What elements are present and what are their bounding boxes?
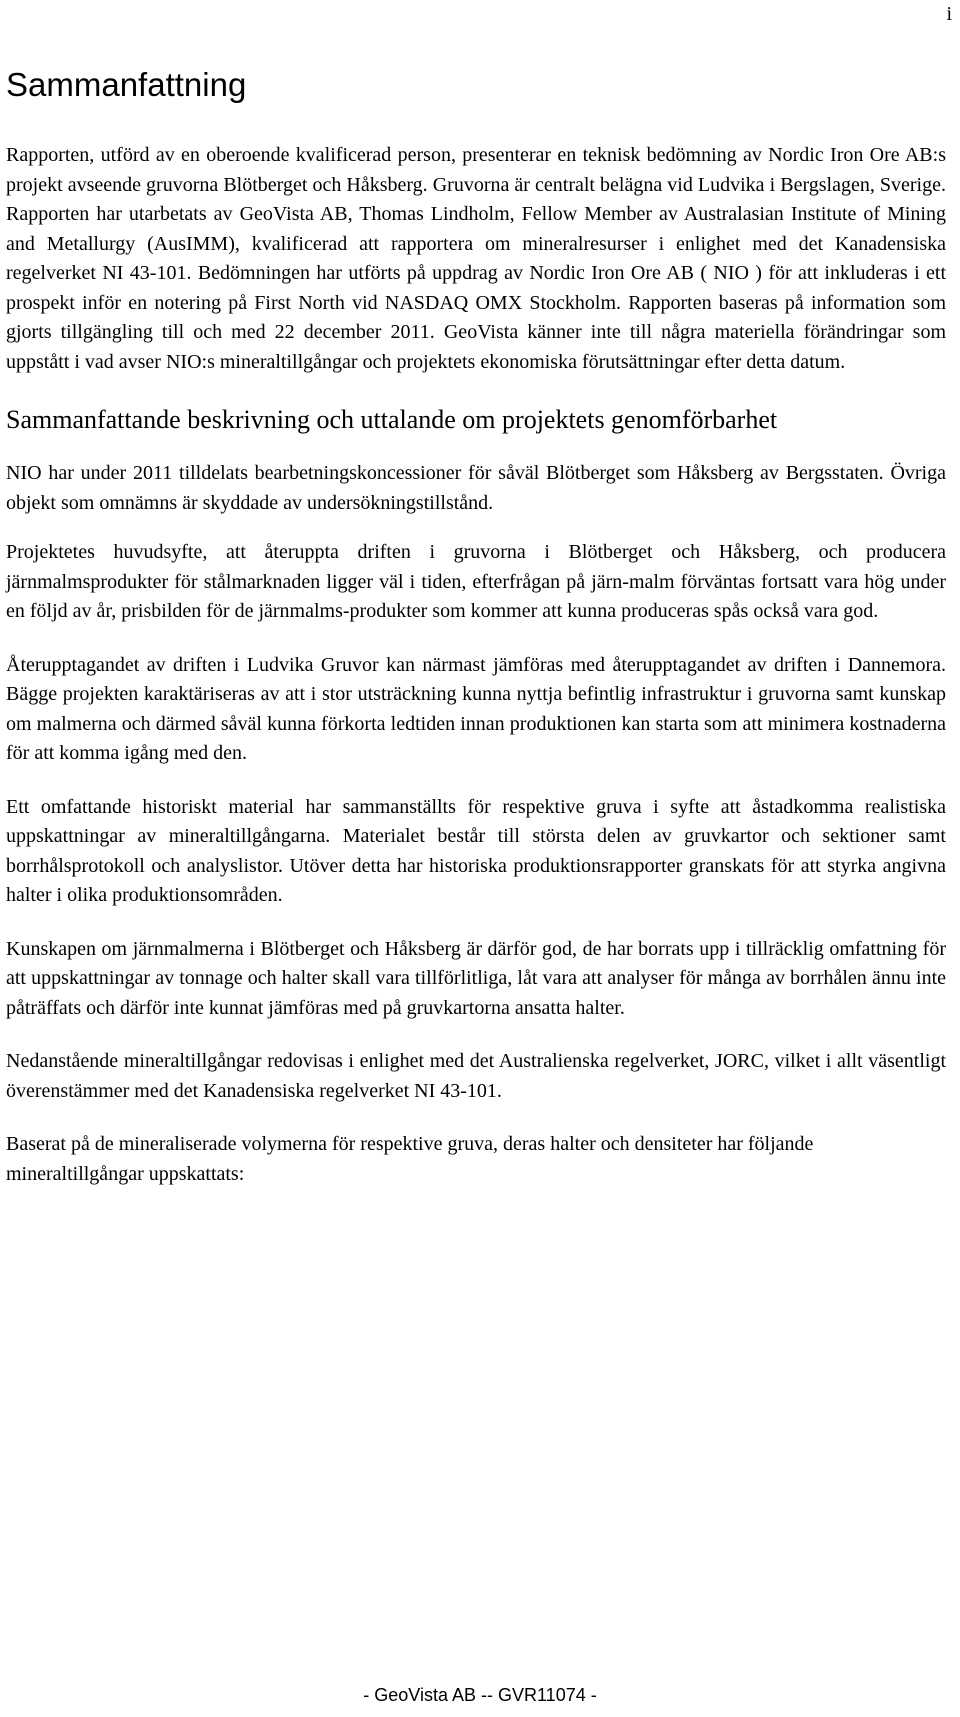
- paragraph-knowledge: Kunskapen om järnmalmerna i Blötberget och Håksberg är därför god, de har borrats upp i tillräcklig omfattning för att uppskattningar av tonnage och halter skall vara tillförlitliga, låt vara att analyser för många av borrhålen ännu inte påträffats och därför inte kunnat jämföras med på gruvkartorna ansatta halter.: [6, 937, 946, 1019]
- document-body: [6, 62, 946, 1213]
- page-number: i: [946, 3, 952, 25]
- page-footer: - GeoVista AB -- GVR11074 -: [363, 1685, 597, 1705]
- paragraph-historical-material: Ett omfattande historiskt material har sammanställts för respektive gruva i syfte att åstadkomma realistiska uppskattningar av mineraltillgångarna. Materialet består till största delen av gruvkartor och sektioner samt borrhålsprotokoll och analyslistor. Utöver detta har historiska produktionsrapporter granskats för att styrka angivna halter i olika produktionsområden.: [6, 795, 946, 906]
- paragraph-project-purpose: Projektetes huvudsyfte, att återuppta driften i gruvorna i Blötberget och Håksberg, och producera järnmalmsprodukter för stålmarknaden ligger väl i tiden, efterfrågan på järn-malm förväntas fortsatt vara hög under en följd av år, prisbilden för de järnmalms-produkter som kommer att kunna produceras spås också vara god.: [6, 541, 946, 622]
- paragraph-jorc: Nedanstående mineraltillgångar redovisas i enlighet med det Australienska regelverket, JORC, vilket i allt väsentligt överenstämmer med det Kanadensiska regelverket NI 43-101.: [6, 1050, 946, 1102]
- page-title: Sammanfattning: [6, 66, 247, 103]
- intro-paragraph: Rapporten, utförd av en oberoende kvalificerad person, presenterar en teknisk bedömning av Nordic Iron Ore AB:s projekt avseende gruvorna Blötberget och Håksberg. Gruvorna är centralt belägna vid Ludvika i Bergslagen, Sverige. Rapporten har utarbetats av GeoVista AB, Thomas Lindholm, Fellow Member av Australasian Institute of Mining and Metallurgy (AusIMM), kvalificerad att rapportera om mineralresurser i enlighet med det Kanadensiska regelverket NI 43-101. Bedömningen har utförts på uppdrag av Nordic Iron Ore AB ( NIO ) för att inkluderas i ett prospekt inför en notering på First North vid NASDAQ OMX Stockholm. Rapporten baseras på information som gjorts tillgängling till och med 22 december 2011. GeoVista känner inte till några materiella förändringar som uppstått i vad avser NIO:s mineraltillgångar och projektets ekonomiska förutsättningar efter detta datum.: [6, 144, 946, 373]
- paragraph-restart-comparison: Återupptagandet av driften i Ludvika Gruvor kan närmast jämföras med återupptagandet av driften i Dannemora. Bägge projekten karaktäriseras av att i stor utsträckning kunna nyttja befintlig infrastruktur i gruvorna samt kunskap om malmerna och därmed såväl kunna förkorta ledtiden innan produktionen kan starta som att minimera kostnaderna för att komma igång med den.: [6, 653, 946, 764]
- paragraph-estimates-intro: Baserat på de mineraliserade volymerna för respektive gruva, deras halter och densiteter har följande mineraltillgångar uppskattats:: [6, 1133, 814, 1185]
- section-heading: Sammanfattande beskrivning och uttalande om projektets genomförbarhet: [6, 405, 778, 434]
- paragraph-concessions: NIO har under 2011 tilldelats bearbetningskoncessioner för såväl Blötberget som Håksberg av Bergsstaten. Övriga objekt som omnämns är skyddade av undersökningstillstånd.: [6, 462, 946, 514]
